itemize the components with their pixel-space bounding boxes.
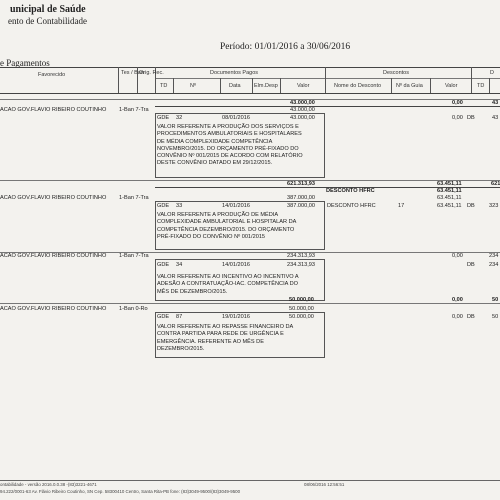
right-value: 323 — [489, 203, 499, 209]
row-total: 43.000,00 — [290, 107, 315, 113]
group-desc-total: 63.451,11 — [437, 181, 462, 187]
doc-td: GDE — [157, 203, 170, 209]
col-docs-pagos: Documentos Pagos — [210, 70, 258, 76]
right-td: DB — [467, 314, 475, 320]
col-nome-desconto: Nome do Desconto — [334, 83, 382, 89]
favorecido: ACAO GOV.FLAVIO RIBEIRO COUTINHO — [0, 306, 107, 312]
desc-value: 0,00 — [452, 314, 463, 320]
doc-value: 234.313,93 — [287, 262, 315, 268]
col-descontos: Descontos — [383, 70, 409, 76]
group-total: 621.313,93 — [287, 181, 315, 187]
desc-row-value: 63.451,11 — [437, 195, 462, 201]
right-value: 50 — [492, 314, 499, 320]
desc-name: DESCONTO HFRC — [327, 203, 376, 209]
tes-ban: 1-Ban 0-Ro — [119, 306, 148, 312]
footer-address: 94.222/0001-63 Av. Flávio Ribeiro Coutinho, SN Cep. 58300410 Centro, Santa Rita-PB fone: (83)3049-9500/(83)3049-9500 — [0, 489, 241, 494]
right-td: DB — [467, 262, 475, 268]
col-num-guia: Nº da Guia — [396, 83, 423, 89]
right-value: 234 — [489, 262, 499, 268]
org-title: unicipal de Saúde — [10, 4, 86, 15]
favorecido: ACAO GOV.FLAVIO RIBEIRO COUTINHO — [0, 195, 107, 201]
desc-subtotal: 63.451,11 — [437, 188, 462, 194]
doc-value: 387.000,00 — [287, 203, 315, 209]
department-title: ento de Contabilidade — [8, 16, 87, 26]
doc-number: 33 — [176, 203, 183, 209]
section-title: e Pagamentos — [0, 58, 50, 68]
col-td2: TD — [477, 83, 485, 89]
doc-number: 32 — [176, 115, 183, 121]
row-total: 387.000,00 — [287, 195, 315, 201]
doc-description: VALOR REFERENTE AO INCENTIVO AO INCENTIVO A ADESÃO A CONTRATUAÇÃO-IAC. COMPETÊNCIA DO MÊS DE DEZEMBRO/2015. — [157, 274, 299, 295]
col-valor: Valor — [297, 83, 310, 89]
doc-description: VALOR REFERENTE A PRODUÇÃO DOS SERVIÇOS E PROCEDIMENTOS AMBULATORIAIS E HOSPITALARES DE MÉDIA COMPLEXIDADE COMPETÊNCIA NOVEMBRO/2015. DO ORÇAMENTO PRÉ-FIXADO DO CONVÊNIO Nº 001/2015 DE ACORDO COM RELATÓRIO DESTE CONVÊNIO DATADO EM 29/12/2015. — [157, 124, 303, 167]
doc-description: VALOR REFERENTE A PRODUÇÃO DE MÉDIA COMPLEXIDADE AMBULATORIAL E HOSPITALAR DA COMPETÊNCIA DEZEMBRO/2015. DO ORÇAMENTO PRÉ-FIXADO DO CONVÊNIO Nº 001/2015 — [157, 212, 297, 240]
doc-td: GDE — [157, 262, 170, 268]
col-tes: Tes / Ban — [121, 70, 144, 76]
desc-label: DESCONTO HFRC — [326, 188, 375, 194]
footer-timestamp: 08/06/2016 12:56:51 — [304, 482, 345, 487]
col-orig: Orig. Rec. — [139, 70, 164, 76]
group-desc-total: 0,00 — [452, 100, 463, 106]
tes-ban: 1-Ban 7-Tra — [119, 195, 149, 201]
right-td: DB — [467, 203, 475, 209]
group-total: 43.000,00 — [290, 100, 315, 106]
footer-version: ontabilidade - versão 2016.0.0.38 -(83)3221-4671 — [0, 482, 97, 487]
group-right-total: 621 — [491, 181, 500, 187]
col-num: Nº — [190, 83, 196, 89]
group-total: 50.000,00 — [289, 297, 314, 303]
group-right-total: 43 — [492, 100, 499, 106]
col-favorecido: Favorecido — [38, 72, 66, 78]
doc-td: GDE — [157, 115, 170, 121]
desc-total: 0,00 — [452, 253, 463, 259]
row-total: 234.313,93 — [287, 253, 315, 259]
desc-value: 63.451,11 — [437, 203, 462, 209]
doc-date: 08/01/2016 — [222, 115, 250, 121]
group-desc-total: 0,00 — [452, 297, 463, 303]
right-td: DB — [467, 115, 475, 121]
period-label: Período: 01/01/2016 a 30/06/2016 — [220, 42, 351, 52]
doc-value: 43.000,00 — [290, 115, 315, 121]
col-elm-desp: Elm.Desp — [254, 83, 278, 89]
col-valor-desc: Valor — [445, 83, 458, 89]
favorecido: ACAO GOV.FLAVIO RIBEIRO COUTINHO — [0, 253, 107, 259]
doc-date: 14/01/2016 — [222, 203, 250, 209]
tes-ban: 1-Ban 7-Tra — [119, 253, 149, 259]
doc-description: VALOR REFERENTE AO REPASSE FINANCEIRO DA CONTRA PARTIDA PARA REDE DE URGÊNCIA E EMERGÊNCIA. REFERENTE AO MÊS DE DEZEMBRO/2015. — [157, 324, 293, 352]
doc-date: 14/01/2016 — [222, 262, 250, 268]
desc-guia: 17 — [398, 203, 405, 209]
desc-value: 0,00 — [452, 115, 463, 121]
doc-value: 50.000,00 — [289, 314, 314, 320]
favorecido: ACAO GOV.FLAVIO RIBEIRO COUTINHO — [0, 107, 107, 113]
right-total: 234 — [489, 253, 499, 259]
col-td: TD — [160, 83, 168, 89]
right-value: 43 — [492, 115, 499, 121]
col-data: Data — [229, 83, 241, 89]
doc-date: 19/01/2016 — [222, 314, 250, 320]
row-total: 50.000,00 — [289, 306, 314, 312]
doc-td: GDE — [157, 314, 170, 320]
col-d: D — [490, 70, 494, 76]
group-right-total: 50 — [492, 297, 499, 303]
tes-ban: 1-Ban 7-Tra — [119, 107, 149, 113]
doc-number: 34 — [176, 262, 183, 268]
doc-number: 87 — [176, 314, 183, 320]
